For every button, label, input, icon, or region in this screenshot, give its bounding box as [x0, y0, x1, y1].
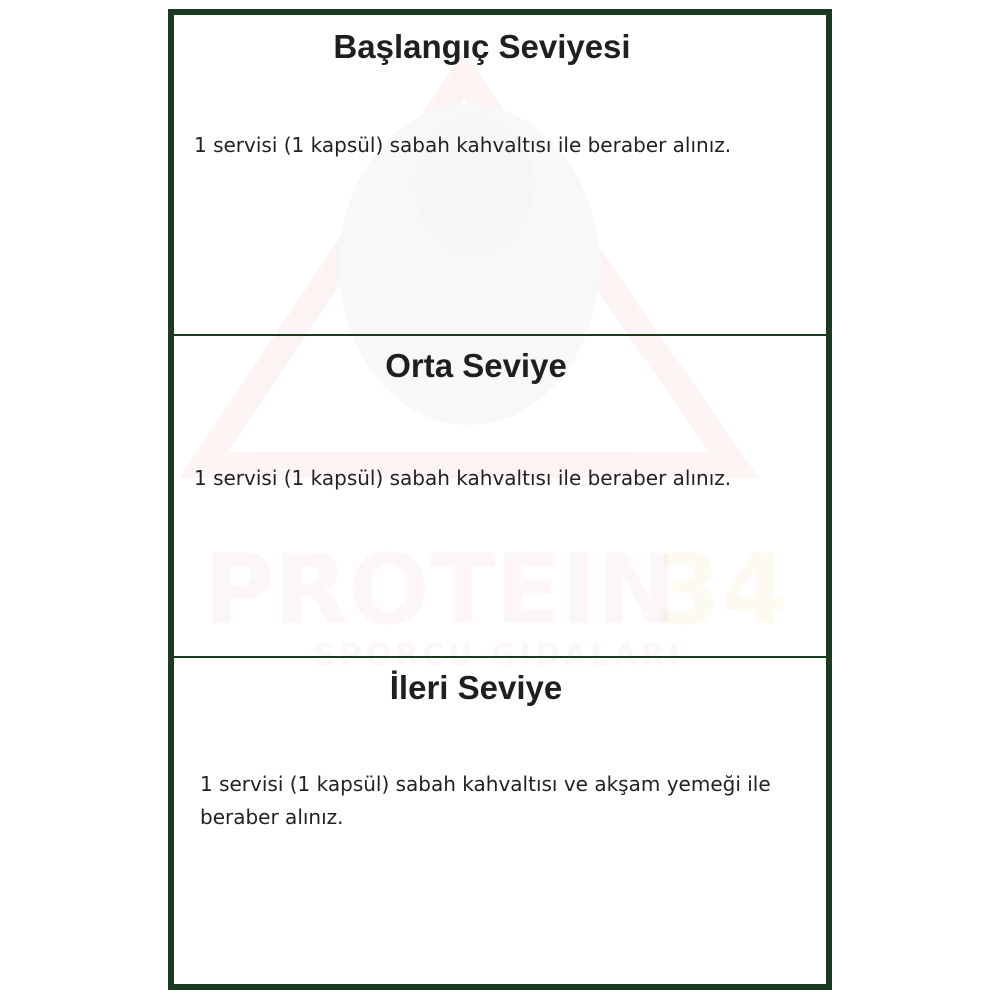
advanced-level-instructions: 1 servisi (1 kapsül) sabah kahvaltısı ve akşam yemeği ile beraber alınız. [200, 772, 771, 829]
intermediate-level-title: Orta Seviye [385, 347, 567, 384]
beginner-level-section [174, 15, 826, 336]
advanced-level-title: İleri Seviye [389, 669, 563, 706]
usage-card [168, 9, 832, 990]
advanced-level-section [174, 658, 826, 984]
beginner-level-instructions: 1 servisi (1 kapsül) sabah kahvaltısı ile beraber alınız. [194, 133, 732, 157]
watermark-brand-number: 34 [654, 534, 788, 646]
beginner-level-title: Başlangıç Seviyesi [333, 28, 631, 65]
intermediate-level-section [174, 336, 826, 658]
intermediate-level-instructions: 1 servisi (1 kapsül) sabah kahvaltısı ile beraber alınız. [194, 466, 732, 490]
